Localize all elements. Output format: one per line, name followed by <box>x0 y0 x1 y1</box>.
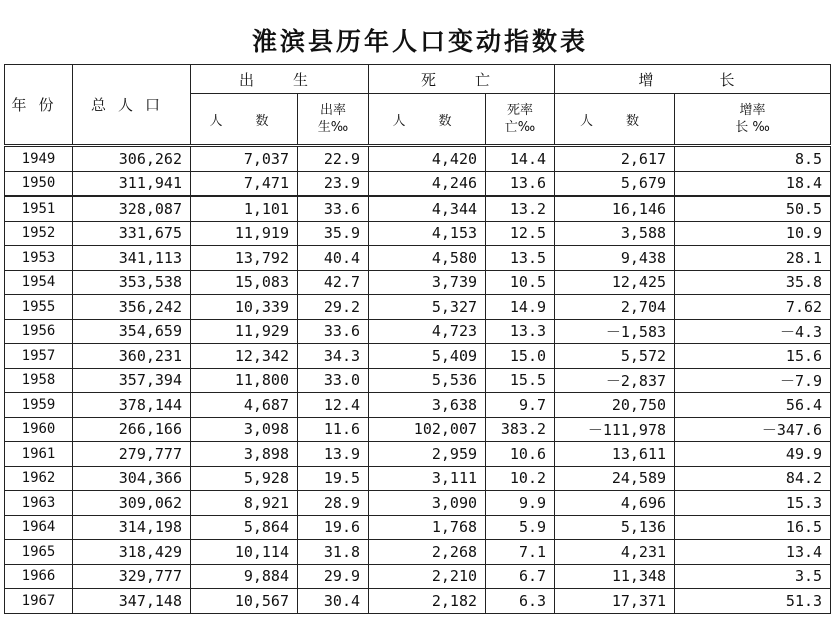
cell-growth-rate: 51.3 <box>675 589 831 614</box>
cell-growth-rate: －7.9 <box>675 368 831 393</box>
cell-birth-count: 11,919 <box>191 221 298 246</box>
cell-year: 1961 <box>5 442 73 467</box>
cell-death-count: 102,007 <box>369 417 486 442</box>
cell-birth-rate: 42.7 <box>298 270 369 295</box>
table-row <box>5 393 831 418</box>
cell-birth-rate: 40.4 <box>298 246 369 271</box>
cell-death-rate: 13.3 <box>486 319 555 344</box>
table-row <box>5 564 831 589</box>
cell-growth-rate: 49.9 <box>675 442 831 467</box>
cell-growth-rate: 16.5 <box>675 515 831 540</box>
cell-birth-rate: 28.9 <box>298 491 369 516</box>
cell-death-rate: 383.2 <box>486 417 555 442</box>
header-growth-rate: 增率 长 ‰ <box>675 94 831 146</box>
cell-death-count: 4,580 <box>369 246 486 271</box>
cell-year: 1952 <box>5 221 73 246</box>
cell-growth-rate: 18.4 <box>675 171 831 196</box>
cell-birth-rate: 11.6 <box>298 417 369 442</box>
cell-total-population: 356,242 <box>73 295 191 320</box>
cell-death-count: 4,420 <box>369 146 486 172</box>
cell-death-rate: 14.4 <box>486 146 555 172</box>
cell-growth-rate: 56.4 <box>675 393 831 418</box>
cell-birth-count: 10,339 <box>191 295 298 320</box>
cell-growth-rate: 15.3 <box>675 491 831 516</box>
cell-growth-rate: 7.62 <box>675 295 831 320</box>
cell-birth-rate: 12.4 <box>298 393 369 418</box>
cell-growth-count: 4,231 <box>555 540 675 565</box>
table-row <box>5 270 831 295</box>
cell-birth-count: 5,864 <box>191 515 298 540</box>
cell-total-population: 378,144 <box>73 393 191 418</box>
cell-death-rate: 15.5 <box>486 368 555 393</box>
cell-birth-count: 5,928 <box>191 466 298 491</box>
header-death: 死 亡 <box>369 65 555 94</box>
cell-total-population: 309,062 <box>73 491 191 516</box>
cell-birth-rate: 29.9 <box>298 564 369 589</box>
cell-birth-count: 12,342 <box>191 344 298 369</box>
cell-growth-count: 12,425 <box>555 270 675 295</box>
cell-year: 1956 <box>5 319 73 344</box>
cell-growth-count: 16,146 <box>555 196 675 221</box>
cell-year: 1960 <box>5 417 73 442</box>
cell-growth-count: 5,136 <box>555 515 675 540</box>
cell-death-count: 5,409 <box>369 344 486 369</box>
cell-year: 1957 <box>5 344 73 369</box>
table-row <box>5 171 831 196</box>
table-row <box>5 589 831 614</box>
cell-year: 1954 <box>5 270 73 295</box>
cell-growth-count: 2,704 <box>555 295 675 320</box>
table-row <box>5 442 831 467</box>
table-row <box>5 515 831 540</box>
cell-birth-rate: 22.9 <box>298 146 369 172</box>
cell-death-count: 2,210 <box>369 564 486 589</box>
cell-death-rate: 10.2 <box>486 466 555 491</box>
header-death-rate: 死率 亡‰ <box>486 94 555 146</box>
cell-birth-count: 7,471 <box>191 171 298 196</box>
header-birth: 出 生 <box>191 65 369 94</box>
cell-growth-count: 2,617 <box>555 146 675 172</box>
header-growth: 增 长 <box>555 65 831 94</box>
cell-death-rate: 13.5 <box>486 246 555 271</box>
cell-year: 1950 <box>5 171 73 196</box>
table-row <box>5 344 831 369</box>
cell-total-population: 311,941 <box>73 171 191 196</box>
cell-death-rate: 10.6 <box>486 442 555 467</box>
cell-death-rate: 13.6 <box>486 171 555 196</box>
cell-growth-rate: 15.6 <box>675 344 831 369</box>
cell-year: 1953 <box>5 246 73 271</box>
cell-death-count: 3,638 <box>369 393 486 418</box>
cell-birth-count: 9,884 <box>191 564 298 589</box>
cell-death-count: 1,768 <box>369 515 486 540</box>
cell-birth-rate: 29.2 <box>298 295 369 320</box>
table-row <box>5 417 831 442</box>
cell-death-count: 3,111 <box>369 466 486 491</box>
cell-birth-count: 1,101 <box>191 196 298 221</box>
cell-death-rate: 14.9 <box>486 295 555 320</box>
cell-death-count: 4,153 <box>369 221 486 246</box>
cell-year: 1965 <box>5 540 73 565</box>
table-row <box>5 368 831 393</box>
header-birth-count: 人 数 <box>191 94 298 146</box>
cell-birth-count: 8,921 <box>191 491 298 516</box>
cell-death-count: 4,246 <box>369 171 486 196</box>
cell-growth-count: －111,978 <box>555 417 675 442</box>
cell-growth-count: 9,438 <box>555 246 675 271</box>
cell-death-count: 2,268 <box>369 540 486 565</box>
cell-birth-rate: 33.0 <box>298 368 369 393</box>
header-birth-rate: 出率 生‰ <box>298 94 369 146</box>
cell-growth-rate: 3.5 <box>675 564 831 589</box>
table-row <box>5 295 831 320</box>
cell-growth-count: 13,611 <box>555 442 675 467</box>
cell-birth-count: 3,898 <box>191 442 298 467</box>
cell-death-count: 5,327 <box>369 295 486 320</box>
cell-death-count: 3,739 <box>369 270 486 295</box>
table-row <box>5 196 831 221</box>
cell-growth-count: －2,837 <box>555 368 675 393</box>
cell-growth-count: 4,696 <box>555 491 675 516</box>
cell-birth-rate: 35.9 <box>298 221 369 246</box>
cell-birth-rate: 31.8 <box>298 540 369 565</box>
cell-birth-count: 11,929 <box>191 319 298 344</box>
cell-birth-rate: 13.9 <box>298 442 369 467</box>
cell-year: 1962 <box>5 466 73 491</box>
table-row <box>5 146 831 172</box>
cell-death-count: 3,090 <box>369 491 486 516</box>
cell-birth-rate: 23.9 <box>298 171 369 196</box>
cell-death-rate: 7.1 <box>486 540 555 565</box>
cell-death-count: 2,182 <box>369 589 486 614</box>
cell-death-rate: 5.9 <box>486 515 555 540</box>
cell-year: 1966 <box>5 564 73 589</box>
cell-death-count: 2,959 <box>369 442 486 467</box>
cell-growth-count: －1,583 <box>555 319 675 344</box>
table-row <box>5 466 831 491</box>
cell-total-population: 331,675 <box>73 221 191 246</box>
table-row <box>5 221 831 246</box>
cell-growth-rate: －347.6 <box>675 417 831 442</box>
cell-growth-rate: 35.8 <box>675 270 831 295</box>
cell-growth-rate: 13.4 <box>675 540 831 565</box>
table-row <box>5 319 831 344</box>
cell-birth-count: 7,037 <box>191 146 298 172</box>
cell-total-population: 314,198 <box>73 515 191 540</box>
header-death-count: 人 数 <box>369 94 486 146</box>
cell-birth-rate: 34.3 <box>298 344 369 369</box>
cell-birth-count: 4,687 <box>191 393 298 418</box>
cell-birth-count: 10,114 <box>191 540 298 565</box>
cell-growth-rate: －4.3 <box>675 319 831 344</box>
cell-birth-count: 15,083 <box>191 270 298 295</box>
cell-birth-rate: 33.6 <box>298 319 369 344</box>
cell-growth-rate: 28.1 <box>675 246 831 271</box>
cell-total-population: 353,538 <box>73 270 191 295</box>
cell-death-count: 4,344 <box>369 196 486 221</box>
cell-year: 1955 <box>5 295 73 320</box>
cell-death-rate: 6.3 <box>486 589 555 614</box>
cell-growth-count: 11,348 <box>555 564 675 589</box>
cell-death-rate: 9.9 <box>486 491 555 516</box>
cell-year: 1963 <box>5 491 73 516</box>
cell-growth-rate: 84.2 <box>675 466 831 491</box>
cell-birth-count: 3,098 <box>191 417 298 442</box>
cell-year: 1967 <box>5 589 73 614</box>
cell-death-rate: 6.7 <box>486 564 555 589</box>
cell-growth-count: 5,572 <box>555 344 675 369</box>
cell-death-rate: 9.7 <box>486 393 555 418</box>
cell-death-count: 4,723 <box>369 319 486 344</box>
cell-birth-count: 13,792 <box>191 246 298 271</box>
cell-growth-count: 20,750 <box>555 393 675 418</box>
cell-year: 1958 <box>5 368 73 393</box>
cell-total-population: 341,113 <box>73 246 191 271</box>
cell-death-rate: 12.5 <box>486 221 555 246</box>
header-growth-count: 人 数 <box>555 94 675 146</box>
cell-death-rate: 13.2 <box>486 196 555 221</box>
cell-year: 1951 <box>5 196 73 221</box>
cell-birth-count: 10,567 <box>191 589 298 614</box>
cell-growth-count: 5,679 <box>555 171 675 196</box>
cell-total-population: 279,777 <box>73 442 191 467</box>
table-row <box>5 246 831 271</box>
cell-year: 1964 <box>5 515 73 540</box>
cell-growth-count: 24,589 <box>555 466 675 491</box>
cell-death-count: 5,536 <box>369 368 486 393</box>
cell-birth-count: 11,800 <box>191 368 298 393</box>
cell-total-population: 360,231 <box>73 344 191 369</box>
cell-total-population: 266,166 <box>73 417 191 442</box>
cell-total-population: 306,262 <box>73 146 191 172</box>
cell-growth-count: 17,371 <box>555 589 675 614</box>
table-row <box>5 540 831 565</box>
cell-birth-rate: 33.6 <box>298 196 369 221</box>
page-title: 淮滨县历年人口变动指数表 <box>251 27 588 56</box>
cell-death-rate: 15.0 <box>486 344 555 369</box>
cell-total-population: 357,394 <box>73 368 191 393</box>
cell-year: 1959 <box>5 393 73 418</box>
cell-birth-rate: 19.5 <box>298 466 369 491</box>
cell-total-population: 347,148 <box>73 589 191 614</box>
cell-birth-rate: 30.4 <box>298 589 369 614</box>
cell-total-population: 328,087 <box>73 196 191 221</box>
population-table <box>4 64 831 614</box>
header-year: 年份 <box>5 65 73 146</box>
cell-total-population: 354,659 <box>73 319 191 344</box>
cell-birth-rate: 19.6 <box>298 515 369 540</box>
cell-growth-count: 3,588 <box>555 221 675 246</box>
cell-total-population: 304,366 <box>73 466 191 491</box>
header-total-population: 总人口 <box>73 65 191 146</box>
table-row <box>5 491 831 516</box>
cell-total-population: 318,429 <box>73 540 191 565</box>
cell-total-population: 329,777 <box>73 564 191 589</box>
cell-year: 1949 <box>5 146 73 172</box>
cell-growth-rate: 8.5 <box>675 146 831 172</box>
cell-growth-rate: 10.9 <box>675 221 831 246</box>
cell-growth-rate: 50.5 <box>675 196 831 221</box>
cell-death-rate: 10.5 <box>486 270 555 295</box>
